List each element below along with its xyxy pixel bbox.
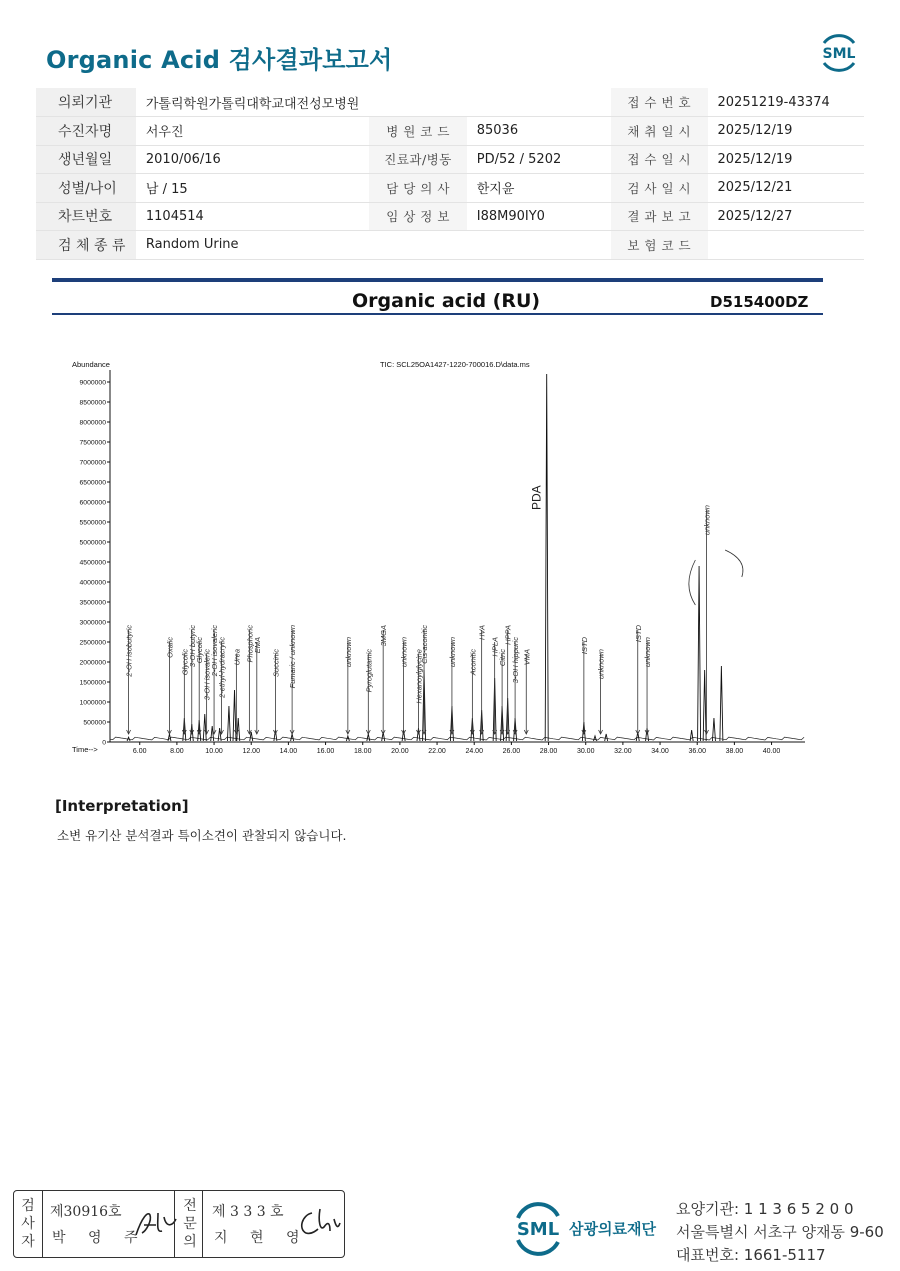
x-tick-label: 40.00 [762,748,781,755]
info-value [467,88,611,117]
y-tick-label: 3500000 [79,599,106,607]
x-tick-label: 38.00 [725,748,744,755]
y-tick-label: 2000000 [79,659,106,667]
peak [211,726,214,741]
y-axis-label: Abundance [72,360,110,369]
sml-logo-text: SML [822,46,856,62]
y-tick-label: 5500000 [79,519,106,527]
chart-title: TIC: SCL25OA1427-1220-700016.D\data.ms [380,360,530,369]
info-value: 85036 [467,117,611,146]
info-label: 차트번호 [36,202,136,231]
peak-label: HVA [477,625,487,641]
info-label: 진료과/병동 [369,145,466,174]
info-row [36,231,864,260]
x-axis-label: Time--> [72,745,98,754]
x-tick-label: 28.00 [539,748,558,755]
x-tick-label: 32.00 [614,748,632,755]
x-tick-label: 24.00 [465,748,483,755]
peak-label: 2-OH isovaleric [210,625,220,677]
info-label: 접 수 일 시 [611,145,708,174]
signature-box [13,1190,345,1258]
peak-label: Aconitic [468,649,478,676]
info-value: 20251219-43374 [708,88,864,117]
info-label [369,88,466,117]
section-rule-top [52,278,823,282]
info-value: 2025/12/19 [708,145,864,174]
tester-name: 박 영 주 [52,1230,147,1246]
peak [237,718,240,741]
peak [594,736,597,741]
peak [203,714,206,741]
specialist-name: 지 현 영 [214,1230,309,1246]
info-value: 2025/12/27 [708,202,864,231]
peak-label: 2-ethyl-hydracrylic [217,637,227,698]
tester-label: 검사자 [21,1198,35,1250]
y-tick-label: 6500000 [79,479,106,487]
x-tick-label: 14.00 [279,748,298,755]
peak-label: unknown [643,637,653,668]
peak-label: ISTD [579,637,589,655]
info-label: 담 당 의 사 [369,174,466,203]
y-tick-label: 1500000 [79,679,106,687]
info-label: 채 취 일 시 [611,117,708,146]
peak-label: PDA [529,485,544,510]
specialist-license: 제 3 3 3 호 [212,1204,284,1220]
patient-info-table [36,88,864,260]
info-value: 2025/12/19 [708,117,864,146]
x-tick-label: 8.00 [170,748,184,755]
y-tick-label: 7500000 [79,439,106,447]
x-tick-label: 12.00 [242,748,260,755]
peak-label: 3MGA [379,625,389,647]
info-row [36,145,864,174]
peak [720,666,723,741]
peak-label: Urea [232,649,242,666]
peak-label: unknown [447,637,457,668]
peak [605,734,608,741]
info-value [467,231,611,260]
foundation-name: 삼광의료재단 [569,1220,656,1238]
peak-label: Glycolic [180,649,190,676]
peak [545,374,548,741]
info-value: 가톨릭학원가톨릭대학교대전성모병원 [136,88,370,117]
peak-label: 2-OH isobutyric [124,625,134,677]
footer-sml-logo-text: SML [516,1219,560,1240]
info-value: 서우진 [136,117,370,146]
peak-label: Hexanoylglycine [414,649,424,704]
y-tick-label: 4500000 [79,559,106,567]
peak [250,732,253,741]
y-tick-label: 1000000 [79,699,106,707]
peak-label: ISTD [633,625,643,643]
footer-sml-logo [510,1200,566,1256]
info-value: 한지윤 [467,174,611,203]
peak-label: VMA [522,649,532,666]
peak-bracket [725,550,743,577]
info-label: 의뢰기관 [36,88,136,117]
info-value: 2025/12/21 [708,174,864,203]
info-label: 생년월일 [36,145,136,174]
info-value: I88M90IY0 [467,202,611,231]
peak-label: Pyroglutamic [364,649,374,693]
peak [227,706,230,741]
info-value: 2010/06/16 [136,145,370,174]
info-label: 수진자명 [36,117,136,146]
info-label [369,231,466,260]
info-label: 검 사 일 시 [611,174,708,203]
section-title: Organic acid (RU) [352,290,541,312]
peak [291,734,294,741]
peak-label: Cis-aconitic [420,625,430,664]
peak-label: 3-OH butyric [187,625,197,668]
peak-label: unknown [702,505,712,536]
tester-license: 제30916호 [50,1204,122,1220]
x-tick-label: 18.00 [353,748,372,755]
x-tick-label: 30.00 [576,748,595,755]
info-value: 1104514 [136,202,370,231]
y-tick-label: 2500000 [79,639,106,647]
y-tick-label: 5000000 [79,539,106,547]
y-tick-label: 500000 [83,719,106,727]
info-label: 검 체 종 류 [36,231,136,260]
info-label: 임 상 정 보 [369,202,466,231]
info-label: 성별/나이 [36,174,136,203]
info-value: PD/52 / 5202 [467,145,611,174]
tester-signature [132,1207,180,1241]
peak-bracket [689,560,696,605]
peak [367,734,370,741]
y-tick-label: 0 [102,739,106,747]
y-tick-label: 9000000 [79,379,106,387]
peak-label: unknown [399,637,409,668]
sml-logo [816,30,862,76]
info-value [708,231,864,260]
interpretation-heading: [Interpretation] [55,797,189,815]
y-tick-label: 8000000 [79,419,106,427]
tic-chromatogram [60,355,820,760]
institution-code: 요양기관: 1 1 3 6 5 2 0 0 [676,1200,854,1218]
peak [690,730,693,741]
x-tick-label: 22.00 [428,748,446,755]
peak-label: 3-OH isovaleric [202,649,212,701]
peak-label: Succinic [271,649,281,677]
specialist-label: 전문의 [183,1198,197,1250]
y-tick-label: 6000000 [79,499,106,507]
baseline-trace [110,737,804,740]
peak-label: Glycolic [195,637,205,664]
peak [233,690,236,741]
peak-label: Citric [498,649,508,667]
info-value: Random Urine [136,231,370,260]
x-tick-label: 36.00 [688,748,706,755]
peak [168,734,171,741]
info-label: 접 수 번 호 [611,88,708,117]
info-row [36,117,864,146]
peak-label: unknown [596,649,606,680]
peak-label: HPLA [490,637,500,657]
x-tick-label: 6.00 [132,748,147,755]
info-row [36,202,864,231]
info-label: 보 험 코 드 [611,231,708,260]
peak-label: Fumaric / unknown [288,625,298,689]
y-tick-label: 3000000 [79,619,106,627]
peak-label: EMA [252,637,262,654]
section-rule-bottom [52,313,823,315]
x-tick-label: 16.00 [316,748,335,755]
info-label: 병 원 코 드 [369,117,466,146]
info-row [36,88,864,117]
info-row [36,174,864,203]
interpretation-text: 소변 유기산 분석결과 특이소견이 관찰되지 않습니다. [57,828,347,843]
peak-label: 3-OH hippuric [511,637,521,684]
peak [698,566,701,741]
phone: 대표번호: 1661-5117 [676,1246,826,1264]
x-tick-label: 26.00 [502,748,521,755]
report-title: Organic Acid 검사결과보고서 [46,46,393,74]
x-tick-label: 34.00 [651,748,669,755]
peak-label: Phosphoric [245,625,255,663]
info-value: 남 / 15 [136,174,370,203]
address: 서울특별시 서초구 양재동 9-60 [676,1223,884,1241]
x-tick-label: 20.00 [391,748,409,755]
peak-label: unknown [343,637,353,668]
section-code: D515400DZ [710,293,809,311]
peak-label: Oxalic [165,637,175,658]
y-tick-label: 8500000 [79,399,106,407]
y-tick-label: 7000000 [79,459,106,467]
x-tick-label: 10.00 [205,748,223,755]
peak-label: HPPA [503,625,513,645]
specialist-signature [296,1205,342,1241]
y-tick-label: 4000000 [79,579,106,587]
info-label: 결 과 보 고 [611,202,708,231]
